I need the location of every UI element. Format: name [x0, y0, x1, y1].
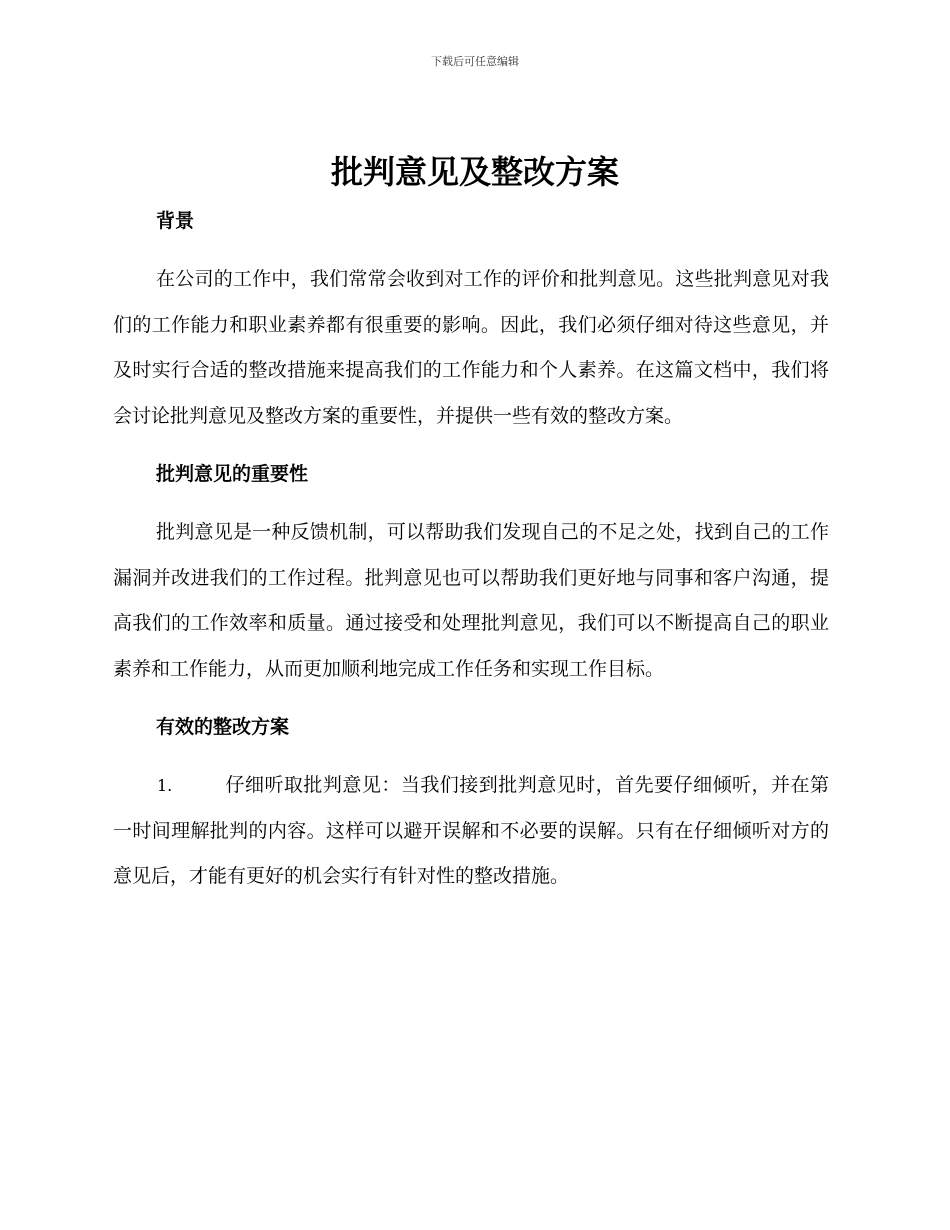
list-item	[113, 763, 829, 900]
section-heading-importance: 批判意见的重要性	[156, 463, 309, 485]
section-heading-plan: 有效的整改方案	[156, 716, 290, 738]
list-item-number: 1.	[157, 776, 173, 795]
paragraph-background: 在公司的工作中，我们常常会收到对工作的评价和批判意见。这些批判意见对我们的工作能力和职业素养都有很重要的影响。因此，我们必须仔细对待这些意见，并及时实行合适的整改措施来提高我们的工作能力和个人素养。在这篇文档中，我们将会讨论批判意见及整改方案的重要性，并提供一些有效的整改方案。	[113, 268, 829, 427]
paragraph-importance: 批判意见是一种反馈机制，可以帮助我们发现自己的不足之处，找到自己的工作漏洞并改进我们的工作过程。批判意见也可以帮助我们更好地与同事和客户沟通，提高我们的工作效率和质量。通过接受和处理批判意见，我们可以不断提高自己的职业素养和工作能力，从而更加顺利地完成工作任务和实现工作目标。	[113, 521, 829, 680]
list-item-text: 仔细听取批判意见：当我们接到批判意见时，首先要仔细倾听，并在第一时间理解批判的内容。这样可以避开误解和不必要的误解。只有在仔细倾听对方的意见后，才能有更好的机会实行有针对性的整改措施。	[113, 774, 829, 887]
page-header-note: 下载后可任意编辑	[431, 55, 519, 68]
section-heading-background: 背景	[156, 210, 195, 232]
document-title: 批判意见及整改方案	[330, 153, 619, 191]
document-body	[113, 203, 829, 900]
